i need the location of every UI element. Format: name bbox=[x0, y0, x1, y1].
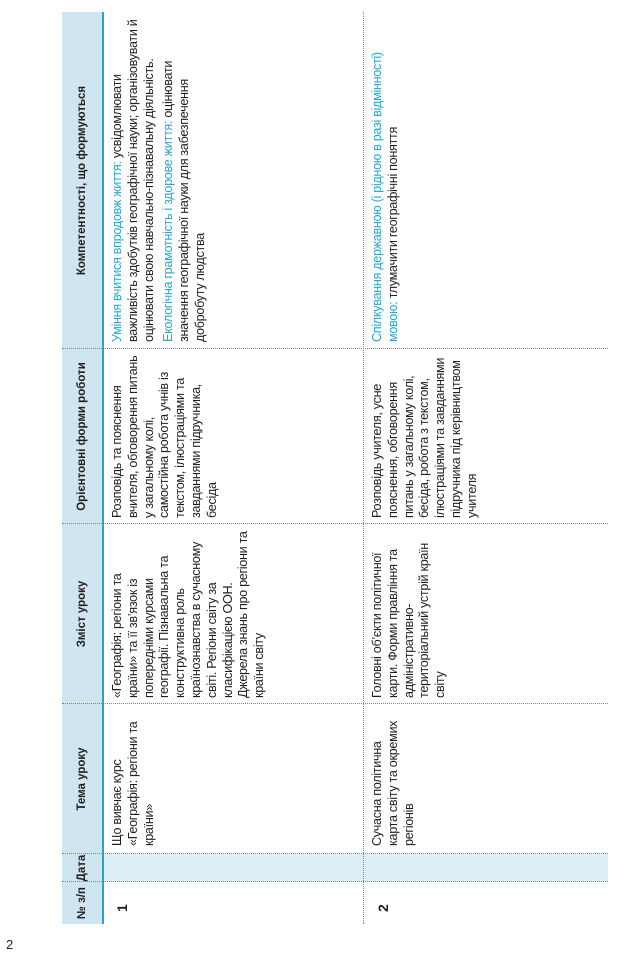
row-forms: Розповідь учителя, усне пояснення, обговорення питань у загальному колі, бесіда, робота з текстом, ілюстраціями та завданнями підручника під керівництвом учителя bbox=[370, 357, 479, 518]
header-forms: Орієнтовні форми роботи bbox=[76, 362, 88, 511]
competence-heading: Екологічна грамотність і здорове життя: bbox=[161, 120, 176, 342]
row-forms: Розповідь та пояснення вчителя, обговорення питань у загальному колі, самостійна робота учнів із текстом, ілюстраціями та завданнями підручника, бесіда bbox=[110, 355, 219, 518]
row-number: 1 bbox=[114, 904, 130, 912]
grid-line bbox=[62, 703, 608, 704]
grid-line bbox=[62, 348, 608, 349]
competence-text: оцінювати значення географічної науки для забезпечення добробуту людства bbox=[161, 60, 207, 342]
row-divider bbox=[363, 12, 364, 924]
row-number: 2 bbox=[375, 904, 391, 912]
row-competences bbox=[370, 18, 402, 342]
table-header bbox=[62, 12, 104, 924]
competence-heading: Спілкування державною (і рідною в разі відмінності) мовою: bbox=[370, 52, 400, 342]
page-number: 2 bbox=[6, 937, 14, 952]
header-topic: Тема уроку bbox=[76, 747, 88, 811]
row-topic: Що вивчає курс «Географія: регіони та країни» bbox=[110, 721, 156, 846]
competence-text: тлумачити географічні поняття bbox=[385, 126, 400, 299]
header-num: № з/п bbox=[76, 887, 88, 919]
grid-line bbox=[62, 523, 608, 524]
header-date: Дата bbox=[76, 854, 88, 882]
competence-heading: Уміння вчитися впродовж життя: bbox=[110, 161, 124, 342]
row-competences bbox=[110, 18, 209, 342]
grid-line bbox=[62, 853, 608, 854]
row-content: «Географія: регіони та країни» та її зв’язок із попередніми курсами географії. Пізнавальна та конструктивна роль країнознавства в сучасному світі. Регіони світу за класифікацією ООН. Джерела знань про регіони та країни світу bbox=[110, 531, 267, 698]
date-column-shading bbox=[102, 854, 608, 882]
grid-line bbox=[62, 881, 608, 882]
competence-text: усвідомлювати важливість здобутків географічної науки; організовувати й оцінювати свою навчально-пізнавальну діяльність. bbox=[110, 19, 156, 342]
row-content: Головні об’єкти політичної карти. Форми правління та адміністративно-територіальний устрій країн світу bbox=[370, 543, 448, 698]
header-competences: Компетентності, що формуються bbox=[76, 85, 88, 276]
lesson-plan-table bbox=[62, 12, 608, 924]
header-content: Зміст уроку bbox=[76, 580, 88, 648]
row-topic: Сучасна політична карта світу та окремих регіонів bbox=[370, 720, 416, 846]
